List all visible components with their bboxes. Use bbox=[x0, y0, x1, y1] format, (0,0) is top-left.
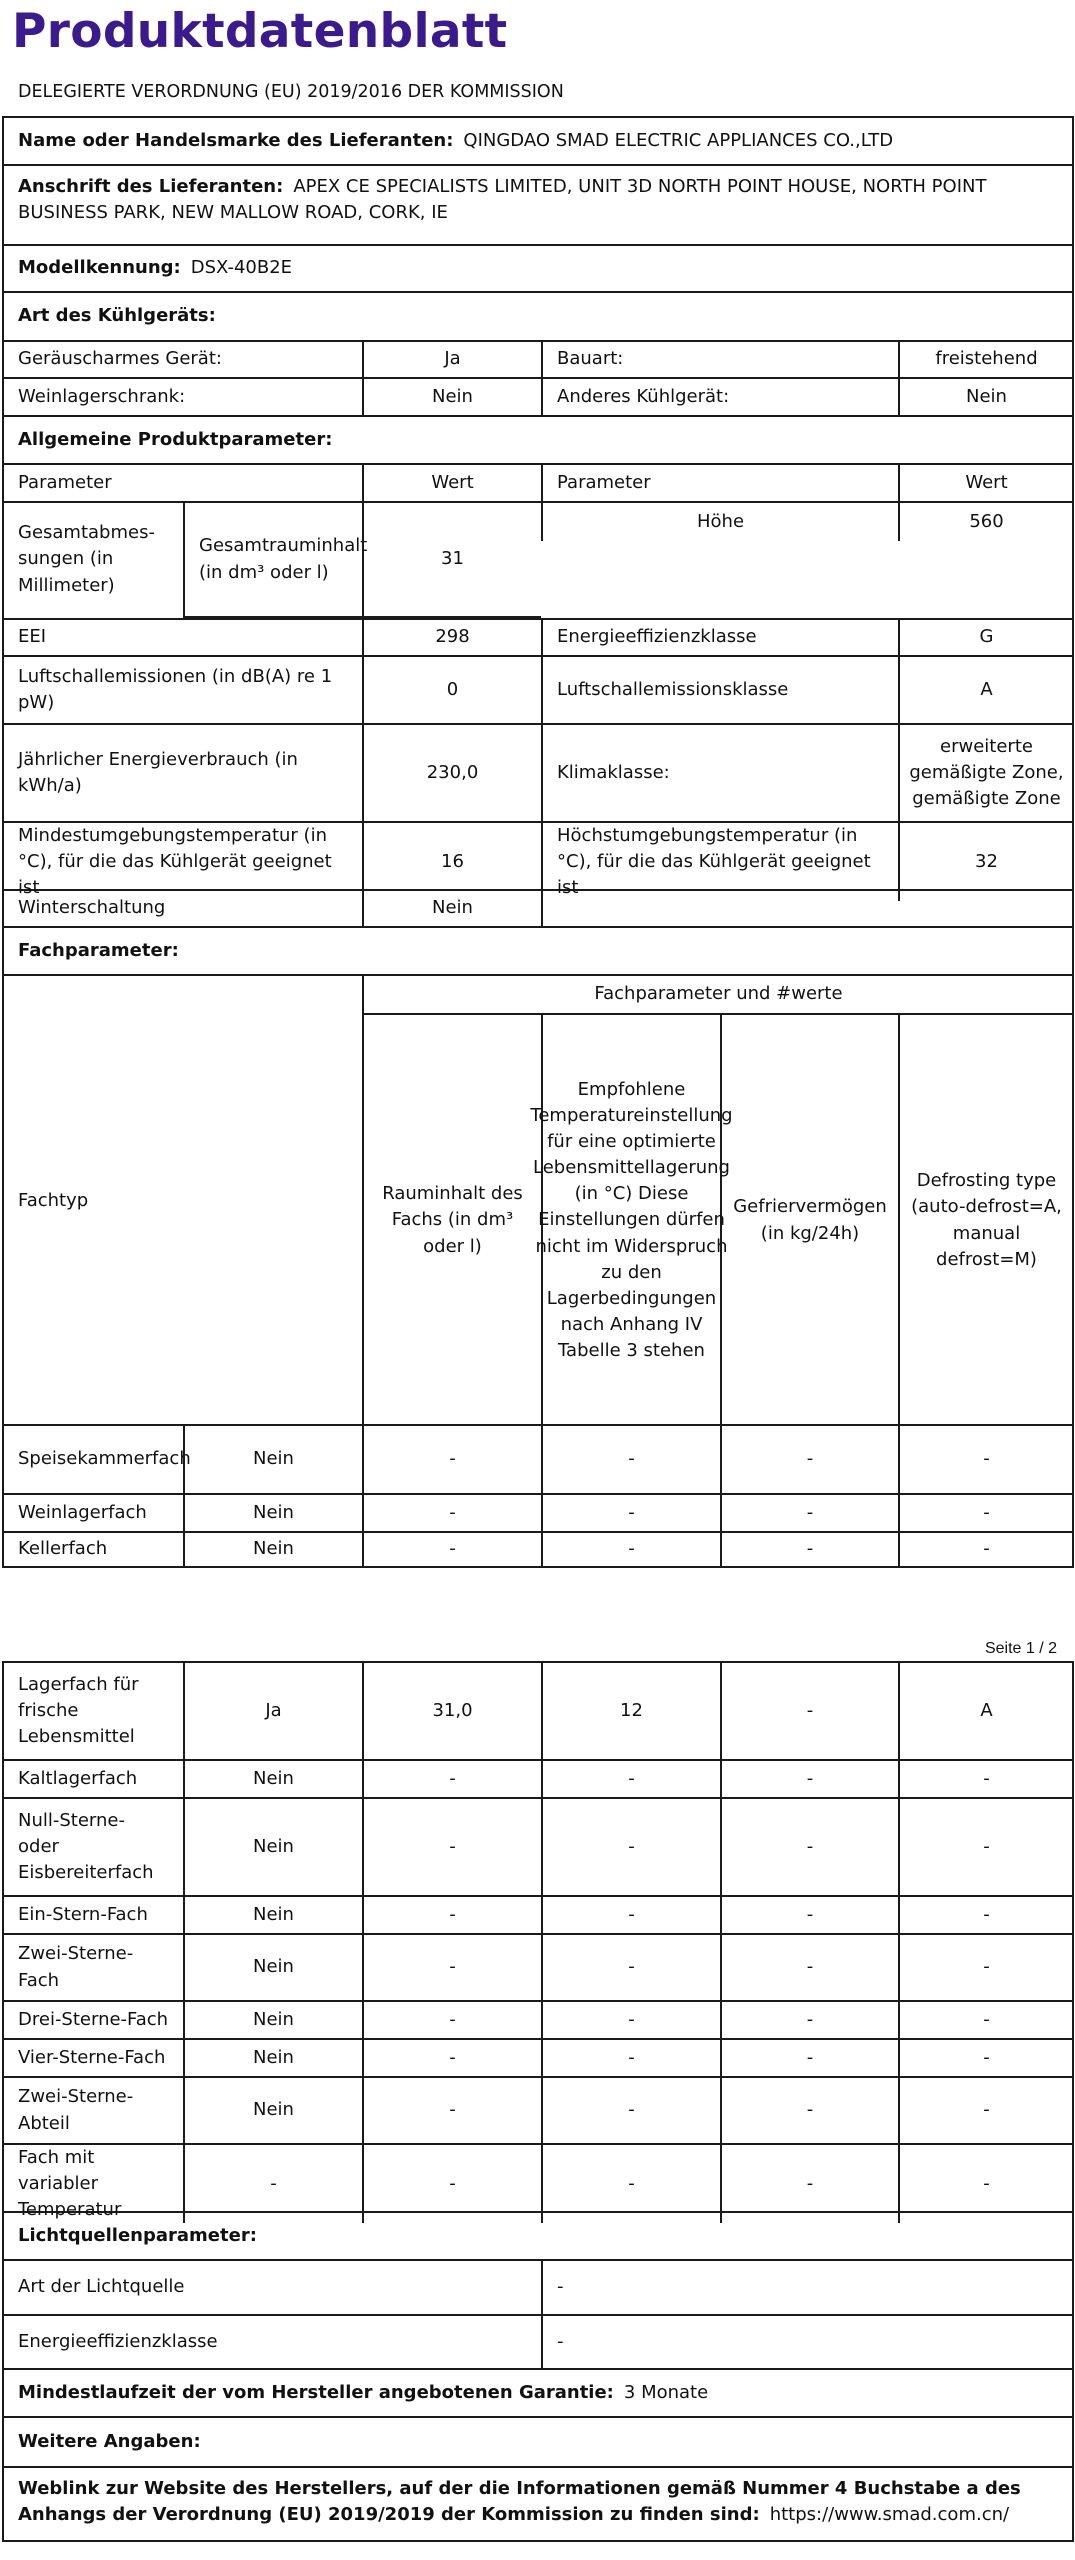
compartment-defrost: - bbox=[898, 1799, 1073, 1895]
warranty-value: 3 Monate bbox=[623, 2381, 709, 2403]
compartment-type-header: Fachtyp bbox=[18, 1189, 89, 1211]
compartment-defrost: - bbox=[898, 1935, 1073, 2000]
warranty-row bbox=[4, 2368, 1072, 2416]
further-info-heading: Weitere Angaben: bbox=[18, 2430, 201, 2452]
light-source-heading: Lichtquellenparameter: bbox=[18, 2224, 257, 2246]
wine-cabinet-row bbox=[4, 377, 1072, 415]
model-row bbox=[4, 244, 1072, 291]
compartment-present: Nein bbox=[183, 1799, 362, 1895]
table-row bbox=[4, 2076, 1072, 2143]
compartment-group-header: Fachparameter und #werte bbox=[362, 976, 1073, 1013]
ambient-temp-row bbox=[4, 821, 1072, 899]
light-type-value: - bbox=[541, 2261, 1072, 2314]
compartment-temperature: - bbox=[541, 1799, 720, 1895]
temperature-column-header: Empfohlene Temperatureinstellung für eine optimierte Lebensmittellagerung (in °C) Diese Einstellungen dürfen nicht im Widerspruch zu den Lagerbedingungen nach Anhang IV Tabelle 3 stehen bbox=[541, 1013, 720, 1426]
compartment-present: Nein bbox=[183, 2078, 362, 2143]
compartment-name: Zwei-Sterne-Abteil bbox=[18, 2086, 134, 2134]
compartment-freezing: - bbox=[720, 1897, 898, 1933]
winter-switch-label: Winterschaltung bbox=[18, 897, 166, 919]
compartment-name: Ein-Stern-Fach bbox=[18, 1903, 148, 1925]
table-row bbox=[4, 1661, 1072, 1759]
table-row bbox=[4, 1895, 1072, 1933]
min-temp-value: 16 bbox=[362, 823, 541, 901]
compartment-freezing: - bbox=[720, 1533, 898, 1566]
compartment-defrost: - bbox=[898, 2002, 1073, 2038]
annual-energy-label: Jährlicher Energieverbrauch (in kWh/a) bbox=[18, 748, 298, 796]
climate-class-value: erweiterte gemäßigte Zone, gemäßigte Zone bbox=[898, 725, 1073, 821]
compartment-present: Nein bbox=[183, 2040, 362, 2076]
compartment-temperature: 12 bbox=[541, 1663, 720, 1759]
compartment-present: Nein bbox=[183, 2002, 362, 2038]
compartment-present: Nein bbox=[183, 1897, 362, 1933]
compartment-freezing: - bbox=[720, 1663, 898, 1759]
compartment-freezing: - bbox=[720, 2040, 898, 2076]
compartment-params-heading: Fachparameter: bbox=[18, 939, 179, 961]
compartment-temperature: - bbox=[541, 2145, 720, 2223]
param-column-header-2: Parameter bbox=[541, 465, 898, 501]
table-row bbox=[4, 2038, 1072, 2076]
compartment-present: Nein bbox=[183, 1533, 362, 1566]
compartment-header-row bbox=[4, 974, 1072, 1424]
compartment-freezing: - bbox=[720, 1935, 898, 2000]
table-row bbox=[4, 1531, 1072, 1568]
max-temp-value: 32 bbox=[898, 823, 1073, 901]
compartment-volume: 31,0 bbox=[362, 1663, 541, 1759]
weblink-value[interactable]: https://www.smad.com.cn/ bbox=[769, 2504, 1010, 2526]
model-value: DSX-40B2E bbox=[190, 257, 293, 279]
regulation-subtitle: DELEGIERTE VERORDNUNG (EU) 2019/2016 DER KOMMISSION bbox=[18, 82, 564, 102]
eei-label: EEI bbox=[18, 626, 47, 648]
low-noise-value: Ja bbox=[362, 342, 541, 377]
wine-cabinet-label: Weinlagerschrank: bbox=[18, 385, 186, 407]
compartment-defrost: - bbox=[898, 2078, 1073, 2143]
table-row bbox=[4, 1797, 1072, 1895]
general-header-row bbox=[4, 463, 1072, 501]
general-heading-row bbox=[4, 415, 1072, 463]
energy-class-label: Energieeffizienzklasse bbox=[541, 620, 898, 655]
compartment-freezing: - bbox=[720, 1495, 898, 1531]
compartment-defrost: - bbox=[898, 1897, 1073, 1933]
light-type-label: Art der Lichtquelle bbox=[18, 2276, 185, 2298]
further-info-row bbox=[4, 2416, 1072, 2466]
model-label: Modellkennung: bbox=[18, 257, 181, 279]
value-column-header-2: Wert bbox=[898, 465, 1073, 501]
compartment-name: Drei-Sterne-Fach bbox=[18, 2008, 169, 2030]
winter-switch-value: Nein bbox=[362, 891, 541, 926]
general-params-heading: Allgemeine Produktparameter: bbox=[18, 428, 333, 450]
annual-energy-value: 230,0 bbox=[362, 725, 541, 821]
compartment-name: Fach mit variabler Temperatur bbox=[18, 2147, 122, 2221]
dimensions-label: Gesamtabmes-sungen (in Millimeter) bbox=[18, 522, 155, 596]
low-noise-label: Geräuscharmes Gerät: bbox=[18, 348, 222, 370]
compartment-name: Lagerfach für frische Lebensmittel bbox=[18, 1673, 139, 1748]
min-temp-label: Mindestumgebungstemperatur (in °C), für die das Kühlgerät geeignet ist bbox=[18, 825, 332, 899]
dimensions-block bbox=[4, 501, 1072, 618]
datasheet-table-page-2 bbox=[2, 1661, 1074, 2542]
compartment-volume: - bbox=[362, 2040, 541, 2076]
page-number: Seite 1 / 2 bbox=[984, 1640, 1057, 1657]
compartment-name: Zwei-Sterne-Fach bbox=[18, 1943, 134, 1991]
compartment-name: Speisekammerfach bbox=[18, 1448, 191, 1470]
compartment-present: Ja bbox=[183, 1663, 362, 1759]
compartment-freezing: - bbox=[720, 2078, 898, 2143]
compartment-freezing: - bbox=[720, 1426, 898, 1493]
compartment-temperature: - bbox=[541, 1935, 720, 2000]
compartment-volume: - bbox=[362, 2145, 541, 2223]
eei-value: 298 bbox=[362, 620, 541, 655]
other-appliance-value: Nein bbox=[898, 379, 1073, 415]
max-temp-label: Höchstumgebungstemperatur (in °C), für die das Kühlgerät geeignet ist bbox=[541, 823, 898, 901]
compartment-name: Null-Sterne- oder Eisbereiterfach bbox=[18, 1809, 154, 1884]
table-row bbox=[4, 1424, 1072, 1493]
noise-emission-value: 0 bbox=[362, 657, 541, 723]
compartment-volume: - bbox=[362, 1897, 541, 1933]
light-energy-class-label: Energieeffizienzklasse bbox=[18, 2330, 218, 2352]
noise-emission-label: Luftschallemissionen (in dB(A) re 1 pW) bbox=[18, 665, 333, 713]
param-column-header: Parameter bbox=[18, 471, 112, 493]
compartment-temperature: - bbox=[541, 1897, 720, 1933]
supplier-address-label: Anschrift des Lieferanten: bbox=[18, 176, 284, 197]
eei-row bbox=[4, 618, 1072, 655]
table-row bbox=[4, 1933, 1072, 2000]
table-row bbox=[4, 2143, 1072, 2221]
light-heading-row bbox=[4, 2211, 1072, 2259]
compartment-volume: - bbox=[362, 2078, 541, 2143]
wine-cabinet-value: Nein bbox=[362, 379, 541, 415]
weblink-row bbox=[4, 2466, 1072, 2542]
compartment-freezing: - bbox=[720, 1761, 898, 1797]
defrost-column-header: Defrosting type (auto-defrost=A, manual defrost=M) bbox=[898, 1013, 1073, 1426]
compartment-temperature: - bbox=[541, 1495, 720, 1531]
winter-row bbox=[4, 889, 1072, 926]
compartment-volume: - bbox=[362, 2002, 541, 2038]
compartment-present: Nein bbox=[183, 1426, 362, 1493]
supplier-address-row bbox=[4, 164, 1072, 244]
weblink-label: Weblink zur Website des Herstellers, auf der die Informationen gemäß Nummer 4 Buchstabe a des Anhangs der Verordnung (EU) 2019/2019 der Kommission zu finden sind: bbox=[18, 2478, 1021, 2526]
compartment-name: Weinlagerfach bbox=[18, 1501, 147, 1523]
warranty-label: Mindestlaufzeit der vom Hersteller angebotenen Garantie: bbox=[18, 2381, 614, 2403]
supplier-name-row bbox=[4, 116, 1072, 164]
supplier-address-value: APEX CE SPECIALISTS LIMITED, UNIT 3D NORTH POINT HOUSE, NORTH POINT BUSINESS PARK, NEW MALLOW ROAD, CORK, IE bbox=[18, 176, 987, 224]
datasheet-table-page-1 bbox=[2, 116, 1074, 1568]
compartment-present: Nein bbox=[183, 1761, 362, 1797]
compartment-volume: - bbox=[362, 1935, 541, 2000]
page-title: Produktdatenblatt bbox=[12, 4, 508, 59]
light-type-row bbox=[4, 2259, 1072, 2314]
compartment-temperature: - bbox=[541, 1761, 720, 1797]
compartment-name: Vier-Sterne-Fach bbox=[18, 2046, 166, 2068]
compartment-volume: - bbox=[362, 1426, 541, 1493]
supplier-name-label: Name oder Handelsmarke des Lieferanten: bbox=[18, 129, 454, 151]
height-value: 560 bbox=[898, 503, 1073, 541]
compartment-freezing: - bbox=[720, 2145, 898, 2223]
total-volume-value: 31 bbox=[362, 503, 541, 616]
energy-class-value: G bbox=[898, 620, 1073, 655]
supplier-name-value: QINGDAO SMAD ELECTRIC APPLIANCES CO.,LTD bbox=[463, 129, 894, 151]
freezing-column-header: Gefriervermögen (in kg/24h) bbox=[720, 1013, 898, 1426]
compartment-present: - bbox=[183, 2145, 362, 2223]
energy-consumption-row bbox=[4, 723, 1072, 821]
compartment-defrost: - bbox=[898, 2040, 1073, 2076]
table-row bbox=[4, 1493, 1072, 1531]
noise-class-label: Luftschallemissionsklasse bbox=[541, 657, 898, 723]
light-energy-class-value: - bbox=[541, 2316, 1072, 2368]
compartment-temperature: - bbox=[541, 2002, 720, 2038]
compartment-defrost: A bbox=[898, 1663, 1073, 1759]
low-noise-row bbox=[4, 340, 1072, 377]
light-class-row bbox=[4, 2314, 1072, 2368]
table-row bbox=[4, 2000, 1072, 2038]
compartment-heading-row bbox=[4, 926, 1072, 974]
climate-class-label: Klimaklasse: bbox=[541, 725, 898, 821]
table-row bbox=[4, 1759, 1072, 1797]
compartment-present: Nein bbox=[183, 1935, 362, 2000]
height-label: Höhe bbox=[541, 503, 898, 541]
compartment-present: Nein bbox=[183, 1495, 362, 1531]
other-appliance-label: Anderes Kühlgerät: bbox=[541, 379, 898, 415]
compartment-temperature: - bbox=[541, 1426, 720, 1493]
noise-class-value: A bbox=[898, 657, 1073, 723]
compartment-defrost: - bbox=[898, 1761, 1073, 1797]
compartment-temperature: - bbox=[541, 2078, 720, 2143]
compartment-volume: - bbox=[362, 1799, 541, 1895]
design-label: Bauart: bbox=[541, 342, 898, 377]
total-volume-label: Gesamtrauminhalt (in dm³ oder l) bbox=[183, 503, 362, 616]
compartment-defrost: - bbox=[898, 1533, 1073, 1566]
compartment-freezing: - bbox=[720, 1799, 898, 1895]
compartment-defrost: - bbox=[898, 1426, 1073, 1493]
appliance-type-heading: Art des Kühlgeräts: bbox=[18, 305, 216, 327]
compartment-volume: - bbox=[362, 1495, 541, 1531]
compartment-defrost: - bbox=[898, 2145, 1073, 2223]
noise-row bbox=[4, 655, 1072, 723]
compartment-volume: - bbox=[362, 1761, 541, 1797]
design-value: freistehend bbox=[898, 342, 1073, 377]
compartment-defrost: - bbox=[898, 1495, 1073, 1531]
volume-column-header: Rauminhalt des Fachs (in dm³ oder l) bbox=[362, 1013, 541, 1426]
compartment-volume: - bbox=[362, 1533, 541, 1566]
compartment-name: Kellerfach bbox=[18, 1538, 108, 1560]
compartment-freezing: - bbox=[720, 2002, 898, 2038]
value-column-header: Wert bbox=[362, 465, 541, 501]
compartment-name: Kaltlagerfach bbox=[18, 1767, 138, 1789]
compartment-temperature: - bbox=[541, 2040, 720, 2076]
appliance-type-heading-row bbox=[4, 291, 1072, 340]
compartment-temperature: - bbox=[541, 1533, 720, 1566]
